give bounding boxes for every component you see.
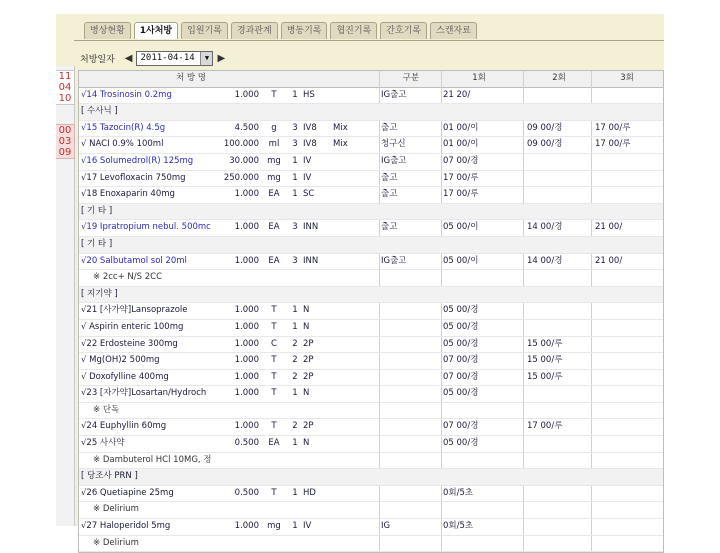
order-gubun: IG출고: [381, 89, 407, 100]
order-gubun: [381, 303, 441, 319]
order-freq: 1: [292, 321, 298, 332]
order-time-2: 15 00/루: [527, 371, 563, 382]
order-name: √ Mg(OH)2 500mg: [81, 355, 160, 366]
order-time-3: [595, 419, 659, 435]
order-gubun: [381, 337, 441, 353]
order-qty: 1.000: [234, 355, 259, 366]
order-time-3: [595, 370, 659, 386]
order-time-1: 0회/5초: [443, 521, 474, 532]
order-mix: [333, 171, 359, 187]
col-name-header: 처 방 명: [175, 73, 207, 83]
order-qty: 1.000: [234, 255, 259, 266]
col-d1-header: 1회: [472, 73, 486, 83]
order-time-2: [527, 486, 591, 502]
order-freq: 2: [292, 421, 298, 432]
side-tab-text: 00: [58, 125, 72, 136]
note-text: ※ 단독: [93, 404, 120, 415]
order-route: N: [303, 388, 310, 399]
order-time-1: 0회/5초: [443, 487, 474, 498]
order-route: N: [303, 321, 310, 332]
order-unit: C: [271, 338, 277, 349]
order-qty: 1.000: [234, 521, 259, 532]
order-time-2: [527, 386, 591, 402]
order-time-2: 14 00/경: [527, 222, 563, 233]
order-unit: T: [271, 89, 277, 100]
order-qty: 1.000: [234, 89, 259, 100]
order-row[interactable]: [79, 88, 663, 105]
order-row[interactable]: [79, 519, 663, 536]
order-freq: 1: [292, 521, 298, 532]
order-unit: T: [271, 321, 277, 332]
order-time-3: [595, 154, 659, 170]
group-label: [ 지기약 ]: [81, 288, 118, 299]
order-time-3: [595, 187, 659, 203]
order-mix: [333, 220, 359, 236]
order-route: INN: [303, 255, 319, 266]
tab-1[interactable]: 1사처방: [134, 22, 178, 39]
order-mix: [333, 254, 359, 270]
order-name: √20 Salbutamol sol 20ml: [81, 255, 187, 266]
order-mix: Mix: [333, 139, 348, 150]
order-time-3: [595, 353, 659, 369]
order-route: IV: [303, 172, 312, 183]
order-name: √ Aspirin enteric 100mg: [81, 321, 184, 332]
group-row[interactable]: [79, 104, 663, 121]
order-row[interactable]: [79, 386, 663, 403]
group-label: [ 수사닉 ]: [81, 106, 118, 117]
order-time-2: 17 00/루: [527, 421, 563, 432]
order-time-1: 05 00/경: [443, 321, 479, 332]
order-freq: 1: [292, 172, 298, 183]
order-time-2: [527, 88, 591, 104]
order-time-1: 05 00/경: [443, 388, 479, 399]
tab-6[interactable]: 간호기록: [380, 22, 427, 39]
col-d3-header: 3회: [620, 73, 634, 83]
order-freq: 1: [292, 89, 298, 100]
order-gubun: [381, 436, 441, 452]
order-row[interactable]: [79, 320, 663, 337]
order-gubun: [381, 486, 441, 502]
order-route: HD: [303, 487, 316, 498]
order-gubun: 청구신: [381, 139, 406, 150]
order-gubun: 출고: [381, 189, 398, 200]
order-time-2: [527, 187, 591, 203]
order-unit: T: [271, 388, 277, 399]
order-time-3: 21 00/: [595, 255, 623, 266]
order-route: INN: [303, 222, 319, 233]
order-name: √22 Erdosteine 300mg: [81, 338, 178, 349]
order-mix: [333, 353, 359, 369]
order-mix: [333, 370, 359, 386]
order-freq: 1: [292, 487, 298, 498]
order-time-2: [527, 154, 591, 170]
order-qty: 1.000: [234, 305, 259, 316]
order-time-3: 17 00/루: [595, 139, 631, 150]
order-time-2: 09 00/경: [527, 139, 563, 150]
order-name: √ Doxofylline 400mg: [81, 371, 169, 382]
order-route: HS: [303, 89, 315, 100]
order-route: 2P: [303, 371, 314, 382]
order-name: √15 Tazocin(R) 4.5g: [81, 122, 166, 133]
order-name: √26 Quetiapine 25mg: [81, 487, 174, 498]
order-unit: T: [271, 487, 277, 498]
order-time-1: 21 20/: [443, 89, 471, 100]
order-row[interactable]: [79, 220, 663, 237]
group-label: [ 기 타 ]: [81, 238, 113, 249]
order-name: √23 [자가약]Losartan/Hydroch: [81, 388, 207, 399]
order-time-1: 07 00/경: [443, 371, 479, 382]
order-name: √ NACI 0.9% 100ml: [81, 139, 164, 150]
order-qty: 1.000: [234, 222, 259, 233]
order-mix: [333, 419, 359, 435]
side-tab-text: 03: [58, 136, 72, 147]
order-row[interactable]: [79, 187, 663, 204]
side-tab-text: 09: [58, 147, 72, 158]
tab-4[interactable]: 병동기록: [281, 22, 328, 39]
order-unit: T: [271, 305, 277, 316]
order-time-1: 01 00/이: [443, 122, 479, 133]
order-time-1: 05 00/경: [443, 305, 479, 316]
order-row[interactable]: [79, 353, 663, 370]
order-qty: 0.500: [234, 487, 259, 498]
order-time-3: [595, 519, 659, 535]
note-text: ※ 2cc+ N/S 2CC: [93, 272, 163, 283]
order-row[interactable]: [79, 419, 663, 436]
order-unit: ml: [268, 139, 280, 150]
order-freq: 2: [292, 371, 298, 382]
order-time-3: [595, 320, 659, 336]
order-time-1: 07 00/경: [443, 155, 479, 166]
order-name: √24 Euphyllin 60mg: [81, 421, 167, 432]
order-gubun: [381, 370, 441, 386]
order-route: 2P: [303, 338, 314, 349]
order-unit: T: [271, 355, 277, 366]
note-row[interactable]: [79, 453, 663, 470]
order-gubun: [381, 386, 441, 402]
order-mix: [333, 320, 359, 336]
order-qty: 1.000: [234, 338, 259, 349]
order-name: √14 Trosinosin 0.2mg: [81, 89, 172, 100]
order-name: √18 Enoxaparin 40mg: [81, 189, 175, 200]
order-unit: mg: [267, 521, 281, 532]
order-freq: 3: [292, 222, 298, 233]
order-freq: 1: [292, 155, 298, 166]
order-time-1: 05 00/경: [443, 438, 479, 449]
order-gubun: 출고: [381, 122, 398, 133]
order-name: √19 Ipratropium nebul. 500mc: [81, 222, 211, 233]
order-time-1: 05 00/이: [443, 255, 479, 266]
order-time-1: 07 00/경: [443, 355, 479, 366]
tab-3[interactable]: 경과관계: [231, 22, 278, 39]
order-time-2: [527, 436, 591, 452]
tab-bar: [84, 22, 477, 40]
order-grid: [78, 70, 664, 553]
order-row[interactable]: [79, 254, 663, 271]
order-qty: 4.500: [234, 122, 259, 133]
order-route: IV8: [303, 139, 317, 150]
order-route: IV8: [303, 122, 317, 133]
order-gubun: IG출고: [381, 155, 407, 166]
order-row[interactable]: [79, 121, 663, 138]
order-route: N: [303, 305, 310, 316]
order-qty: 1.000: [234, 388, 259, 399]
order-unit: mg: [267, 172, 281, 183]
order-name: √16 Solumedrol(R) 125mg: [81, 155, 194, 166]
order-time-3: [595, 337, 659, 353]
note-row[interactable]: [79, 536, 663, 553]
next-date-icon[interactable]: ▶: [217, 52, 226, 64]
tab-2[interactable]: 입원기록: [181, 22, 228, 39]
order-route: 2P: [303, 421, 314, 432]
order-time-2: [527, 320, 591, 336]
order-unit: EA: [268, 255, 280, 266]
order-route: IV: [303, 155, 312, 166]
order-time-2: [527, 171, 591, 187]
order-unit: EA: [268, 222, 280, 233]
order-unit: EA: [268, 189, 280, 200]
order-time-3: [595, 303, 659, 319]
order-time-1: 07 00/경: [443, 421, 479, 432]
side-tab-2[interactable]: [56, 124, 75, 159]
order-time-3: 21 00/: [595, 222, 623, 233]
order-time-2: [527, 303, 591, 319]
order-row[interactable]: [79, 436, 663, 453]
order-freq: 3: [292, 139, 298, 150]
date-label: 처방일자: [80, 54, 115, 65]
order-freq: 2: [292, 338, 298, 349]
order-gubun: IG출고: [381, 255, 407, 266]
date-select[interactable]: [136, 51, 213, 66]
note-text: ※ Delirium: [93, 504, 139, 515]
order-qty: 1.000: [234, 189, 259, 200]
order-gubun: [381, 320, 441, 336]
order-freq: 3: [292, 255, 298, 266]
order-qty: 0.500: [234, 438, 259, 449]
date-bar: [80, 50, 225, 66]
order-mix: [333, 436, 359, 452]
order-freq: 1: [292, 189, 298, 200]
order-gubun: [381, 419, 441, 435]
order-mix: [333, 519, 359, 535]
prev-date-icon[interactable]: ◀: [124, 52, 133, 64]
order-time-2: [527, 519, 591, 535]
order-mix: [333, 154, 359, 170]
side-tab-text: 11: [58, 71, 72, 82]
order-unit: mg: [267, 155, 281, 166]
order-gubun: [381, 353, 441, 369]
tab-0[interactable]: 병상현황: [84, 22, 131, 39]
side-tab-1[interactable]: [56, 70, 75, 105]
order-mix: [333, 187, 359, 203]
order-qty: 1.000: [234, 421, 259, 432]
col-d2-header: 2회: [552, 73, 566, 83]
order-time-1: 05 00/이: [443, 222, 479, 233]
order-gubun: 출고: [381, 222, 398, 233]
order-time-1: 17 00/루: [443, 189, 479, 200]
order-gubun: IG: [381, 521, 391, 532]
group-row[interactable]: [79, 204, 663, 221]
order-row[interactable]: [79, 137, 663, 154]
order-qty: 1.000: [234, 371, 259, 382]
note-row[interactable]: [79, 502, 663, 519]
order-mix: [333, 303, 359, 319]
note-text: ※ Delirium: [93, 537, 139, 548]
group-row[interactable]: [79, 469, 663, 486]
order-time-1: 01 00/이: [443, 139, 479, 150]
group-label: [ 기 타 ]: [81, 205, 113, 216]
order-mix: [333, 386, 359, 402]
order-row[interactable]: [79, 337, 663, 354]
tab-divider: [74, 40, 664, 41]
col-gubun-header: 구분: [402, 73, 420, 83]
order-route: IV: [303, 521, 312, 532]
order-row[interactable]: [79, 171, 663, 188]
group-row[interactable]: [79, 287, 663, 304]
note-row[interactable]: [79, 270, 663, 287]
side-tab-text: 04: [58, 82, 72, 93]
order-time-1: 05 00/경: [443, 338, 479, 349]
grid-header: [79, 71, 663, 88]
order-time-2: 14 00/경: [527, 255, 563, 266]
tab-7[interactable]: 스캔자료: [430, 22, 477, 39]
tab-5[interactable]: 협진기록: [330, 22, 377, 39]
order-unit: T: [271, 421, 277, 432]
order-mix: [333, 486, 359, 502]
order-route: N: [303, 438, 310, 449]
side-tab-text: 10: [58, 93, 72, 104]
order-route: 2P: [303, 355, 314, 366]
order-freq: 1: [292, 388, 298, 399]
order-time-1: 17 00/루: [443, 172, 479, 183]
order-gubun: 출고: [381, 172, 398, 183]
order-row[interactable]: [79, 303, 663, 320]
group-row[interactable]: [79, 237, 663, 254]
order-unit: g: [271, 122, 277, 133]
order-freq: 3: [292, 122, 298, 133]
order-time-3: [595, 436, 659, 452]
order-time-2: 15 00/루: [527, 355, 563, 366]
order-mix: [333, 88, 359, 104]
order-freq: 1: [292, 305, 298, 316]
order-name: √17 Levofloxacin 750mg: [81, 172, 186, 183]
order-unit: T: [271, 371, 277, 382]
order-qty: 1.000: [234, 321, 259, 332]
order-unit: EA: [268, 438, 280, 449]
order-mix: [333, 337, 359, 353]
order-freq: 2: [292, 355, 298, 366]
order-time-3: [595, 386, 659, 402]
dropdown-arrow-icon[interactable]: ▼: [200, 52, 212, 65]
order-qty: 100.000: [223, 139, 259, 150]
order-route: SC: [303, 189, 315, 200]
order-name: √25 사사약: [81, 438, 125, 449]
order-time-2: 09 00/경: [527, 122, 563, 133]
order-time-3: [595, 486, 659, 502]
order-freq: 1: [292, 438, 298, 449]
order-time-2: 15 00/루: [527, 338, 563, 349]
order-row[interactable]: [79, 486, 663, 503]
group-label: [ 당조사 PRN ]: [81, 471, 138, 482]
order-time-3: 17 00/루: [595, 122, 631, 133]
note-row[interactable]: [79, 403, 663, 420]
order-name: √21 [사가약]Lansoprazole: [81, 305, 188, 316]
order-row[interactable]: [79, 370, 663, 387]
order-qty: 250.000: [223, 172, 259, 183]
order-time-3: [595, 88, 659, 104]
order-name: √27 Haloperidol 5mg: [81, 521, 171, 532]
order-mix: Mix: [333, 122, 348, 133]
date-value: 2011-04-14: [140, 53, 195, 63]
order-row[interactable]: [79, 154, 663, 171]
order-time-3: [595, 171, 659, 187]
note-text: ※ Dambuterol HCl 10MG, 정: [93, 454, 212, 465]
order-qty: 30.000: [229, 155, 259, 166]
